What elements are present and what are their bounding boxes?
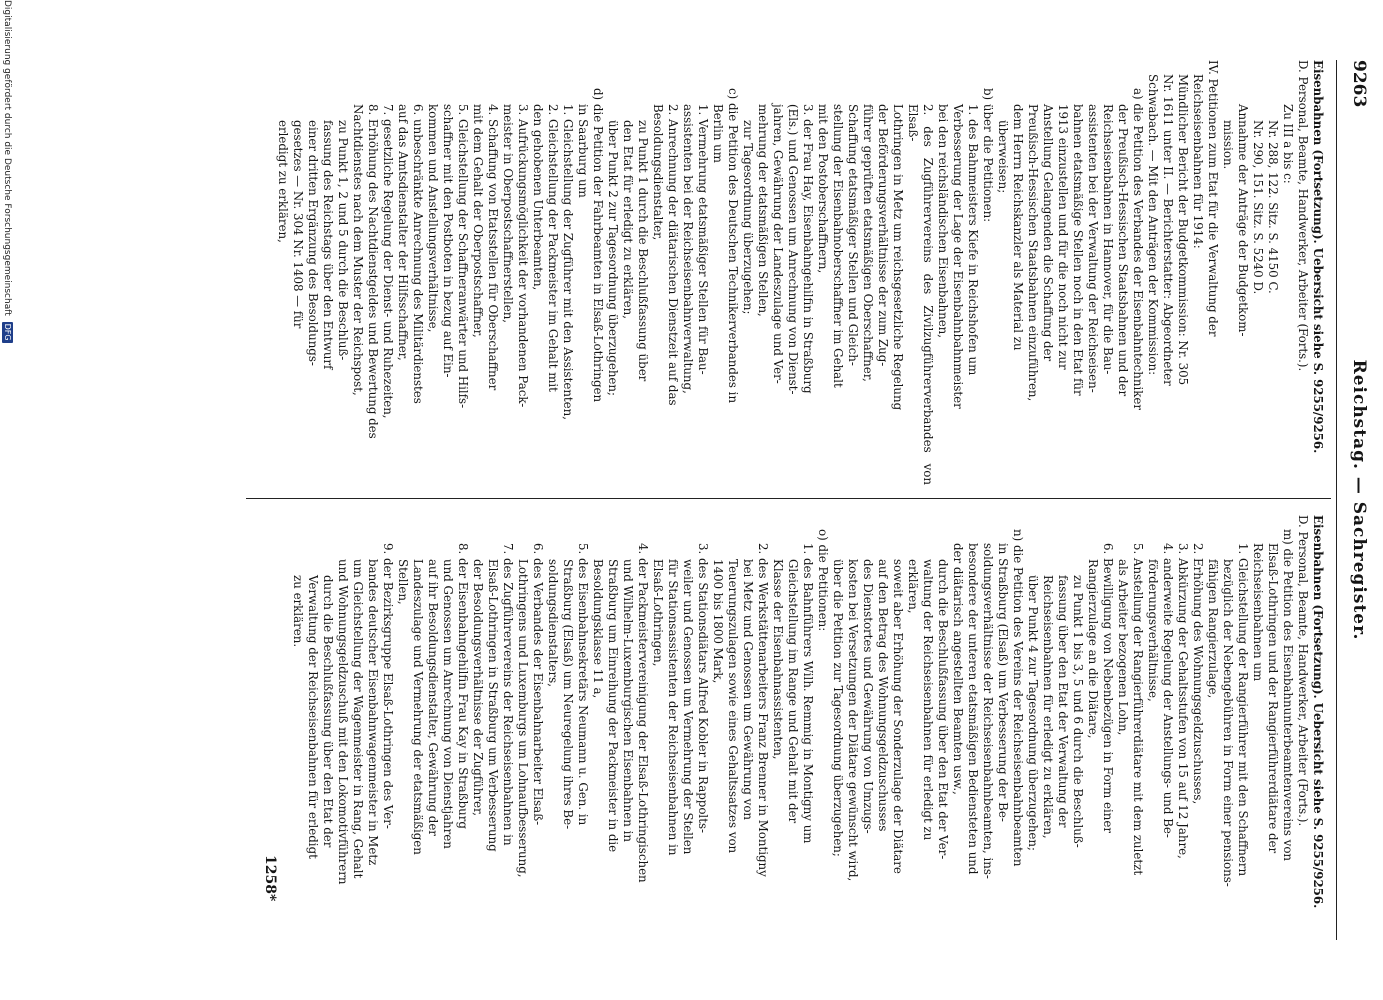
text-line: 5. des Eisenbahnsekretärs Neumann u. Gen. in [576,543,590,826]
text-line: 1. Vermehrung etatsmäßiger Stellen für Bau- [696,104,710,375]
text-line: waltung der Reichseisenbahnen für erledigt zu [921,559,935,841]
text-line: der Preußisch-Hessischen Staatsbahnen und der [1116,104,1130,397]
text-line: soldungsverhältnisse der Reichseisenbahnbeamten, ins- [981,543,995,879]
column-heading: Eisenbahnen (Fortsetzung). Uebersicht siehe S. 9255/9256. [1311,515,1325,909]
text-line: 2. Anrechnung der diätarischen Dienstzeit auf das [666,104,680,406]
text-line: 1. Gleichstellung der Zugführer mit den Assistenten, [561,104,575,420]
column-heading: Eisenbahnen (Fortsetzung). Uebersicht siehe S. 9255/9256. [1311,60,1325,454]
text-line: Lothringen in Metz um reichsgesetzliche Regelung [891,104,905,411]
text-line: als Arbeiter bezogenen Lohn, [1116,559,1130,736]
right-column [290,515,1325,945]
text-line: Reichseisenbahnen für erledigt zu erklären, [1041,575,1055,839]
text-line: Schwabach. — Mit den Anträgen der Kommission: [1146,74,1160,376]
text-line: Elsaß-Lothringen in Straßburg um Verbesserung [486,559,500,852]
text-line: Preußisch-Hessischen Staatsbahnen einzuführen, [1026,104,1040,402]
header-rule [1336,60,1337,940]
text-line: besondere der unteren etatsmäßigen Bediensteten und [966,543,980,875]
text-line: Nachtdienstes nach dem Muster der Reichspost, [351,104,365,396]
text-line: Verwaltung der Reichseisenbahnen für erledigt [306,575,320,859]
text-line: durch die Beschlußfassung über den Etat der Ver- [936,559,950,860]
text-line: 5. Gleichstellung der Schaffneranwärter und Hilfs- [456,104,470,409]
text-line: Reichseisenbahnen für 1914: [1191,74,1205,249]
text-line: des Dienstortes und Gewährung von Umzugs- [861,559,875,834]
text-line: mission. [1221,120,1235,170]
text-line: Straßburg (Elsaß) um Neuregelung ihres Be- [561,559,575,830]
text-line: 3. Abkürzung der Gehaltsstufen von 15 auf 12 Jahre, [1176,543,1190,859]
text-line: Teuerungszulagen sowie eines Gehaltssatzes von [726,559,740,854]
column-divider [246,498,1331,499]
text-line: bezüglich der Nebengebühren in Form einer pensions- [1221,559,1235,887]
text-line: 8. Erhöhung des Nachtdienstgeldes und Bewertung des [366,104,380,439]
text-line: der Beförderungsverhältnisse der zum Zug- [876,104,890,367]
text-line: bei den reichsländischen Eisenbahnen, [936,104,950,339]
running-header [1337,60,1375,940]
text-line: weiler und Genossen um Vermehrung der Stellen [681,559,695,855]
text-line: m) die Petition des Eisenbahnunterbeamtenvereins von [1281,529,1295,862]
text-line: Klasse der Eisenbahnassistenten, [771,559,785,760]
text-line: IV. Petitionen zum Etat für die Verwaltung der [1206,60,1220,337]
text-line: 3. der Frau Hay, Eisenbahngehilfin in Straßburg [801,104,815,394]
text-line: mit den Postoberschaffnern, [816,104,830,274]
text-line: erklären, [906,559,920,614]
text-line: über Punkt 2 zur Tagesordnung überzugehen; [606,120,620,396]
text-line: zur Tagesordnung überzugehen; [741,120,755,315]
text-line: 9. der Bezirksgruppe Elsaß-Lothringen des Ver- [381,543,395,829]
column-subheading: D. Personal, Beamte, Handwerker, Arbeiter (Forts.). [1296,515,1310,827]
text-line: überweisen; [996,120,1010,194]
text-line: Besoldungsdienstalter, [651,104,665,241]
text-line: auf ihr Besoldungsdienstalter, Gewährung der [426,559,440,836]
text-line: förderungsverhältnisse, [1146,559,1160,702]
text-line: kosten bei Versetzungen der Diätare gewünscht wird, [846,559,860,882]
text-line: 1. des Bahnführers Wilh. Remmig in Montigny um [801,543,815,844]
text-line: Lothringens und Luxemburgs um Lohnaufbesserung, [516,559,530,878]
text-line: Zu III a bis c: [1281,104,1295,184]
text-line: bahnen etatsmäßige Stellen noch in den Etat für [1071,104,1085,396]
text-line: Anstellung Gelangenden die Schaffung der [1041,104,1055,362]
text-line: Rangierzulage an die Diätare, [1086,559,1100,739]
text-line: jahren, Gewährung der Landeszulage und Ver- [771,104,785,384]
text-line: Elsaß-Lothringen und der Rangierführerdiätare der [1266,543,1280,854]
text-line: Gleichstellung im Range und Gehalt mit der [786,559,800,824]
text-line: Reichseisenbahnen um [1251,543,1265,682]
text-line: der diätarisch angestellten Beamten usw., [951,543,965,795]
text-line: kommen und Anstellungsverhältnisse, [426,104,440,333]
text-line: Besoldungsklasse 11 a, [591,559,605,699]
text-line: 2. des Werkstättenarbeiters Franz Brenner in Montigny [756,543,770,877]
text-line: 2. Gleichstellung der Packmeister im Gehalt mit [546,104,560,392]
text-line: zu erklären. [291,575,305,648]
text-line: auf das Amtsdienstalter der Hilfsschaffner, [396,104,410,361]
text-line: zu Punkt 1, 2 und 5 durch die Beschluß- [336,120,350,361]
text-line: 4. der Packmeistervereinigung der Elsaß-Lothringischen [636,543,650,883]
text-line: über Punkt 4 zur Tagesordnung überzugehen; [1026,575,1040,851]
text-line: 1. Gleichstellung der Rangierführer mit den Schaffnern [1236,543,1250,877]
text-line: 6. des Verbandes der Eisenbahnarbeiter Elsaß- [531,543,545,826]
text-line: den Etat für erledigt zu erklären, [621,120,635,319]
left-text-block [275,60,1295,485]
text-line: und Genossen um Anrechnung von Dienstjahren [441,559,455,849]
text-line: zu Punkt 1 durch die Beschlußfassung über [636,120,650,382]
text-line: bei Metz und Genossen um Gewährung von [741,559,755,821]
text-line: einer dritten Ergänzung des Besoldungs- [306,120,320,366]
dfg-logo: DFG [3,323,12,341]
text-line: 2. des Zugführervereins des Zivilzugführerverbandes von Elsaß- [906,104,935,485]
text-line: erledigt zu erklären, [276,120,290,243]
text-line: (Els.) und Genossen um Anrechnung von Dienst- [786,104,800,395]
text-line: und Wohnungsgeldzuschuß mit den Lokomotivführern [336,559,350,885]
text-line: fassung über den Etat der Verwaltung der [1056,575,1070,828]
page-number: 9263 [1349,60,1369,108]
text-line: stellung der Eisenbahnoberschaffner im Gehalt [831,104,845,388]
text-line: Mündlicher Bericht der Budgetkommission: Nr. 305 [1176,74,1190,386]
text-line: soweit aber Erhöhung der Sonderzulage der Diätare [891,559,905,874]
credit-text: Digitalisierung gefördert durch die Deutsche Forschungsgemeinschaft [2,0,12,316]
text-line: bandes deutscher Eisenbahnwagenmeister in Metz [366,559,380,866]
text-line: Reichseisenbahnen in Hannover, für die Bau- [1101,104,1115,375]
text-line: Annahme der Anträge der Budgetkom- [1236,104,1250,337]
text-line: zu Punkt 1 bis 3, 5 und 6 durch die Beschluß- [1071,575,1085,848]
text-line: Verbesserung der Lage der Eisenbahnbahnmeister [951,104,965,409]
text-line: und Wilhelm-Luxemburgischen Eisenbahnen in [621,559,635,842]
text-line: 5. Anstellung der Rangierführerdiätare mit dem zuletzt [1131,543,1145,876]
column-subheading: D. Personal, Beamte, Handwerker, Arbeiter (Forts.). [1296,60,1310,372]
text-line: 3. Aufrückungsmöglichkeit der vorhandenen Pack- [516,104,530,408]
right-text-block [290,515,1295,945]
text-line: über die Petition zur Tagesordnung überzugehen; [831,559,845,857]
running-title: Reichstag. — Sachregister. [1349,359,1369,641]
text-line: fähigen Rangierzulage, [1206,559,1220,699]
text-line: mit dem Gehalt der Oberpostschaffner, [471,104,485,338]
text-line: gesetzes — Nr. 304 Nr. 1408 — für [291,120,305,329]
text-line: a) die Petition des Verbandes der Eisenbahntechniker [1131,88,1145,411]
text-line: 2. Erhöhung des Wohnungsgeldzuschusses, [1191,543,1205,805]
text-line: Berlin um [711,104,725,163]
text-line: um Gleichstellung der Wagenmeister in Rang, Gehalt [351,559,365,879]
text-line: 1400 bis 1800 Mark, [711,559,725,684]
text-line: durch die Beschlußfassung über den Etat der [321,575,335,848]
text-line: 3. des Stationsdiätars Alfred Kobler in Rappolts- [696,543,710,833]
text-line: Nr. 1611 unter II. — Berichterstatter: Abgeordneter [1161,74,1175,386]
text-line: meister in Oberpostschaffnerstellen, [501,104,515,324]
text-line: 6. unbeschränkte Anrechnung des Militärdienstes [411,104,425,404]
text-line: assistenten bei der Reichseisenbahnverwaltung, [681,104,695,394]
text-line: c) die Petition des Deutschen Technikerverbandes in [726,88,740,404]
text-line: 4. anderweite Regelung der Anstellungs- und Be- [1161,543,1175,838]
text-line: Nr. 288, 122. Sitz. S. 4150 C. [1266,120,1280,294]
text-line: mehrung der etatsmäßigen Stellen, [756,104,770,317]
text-line: 6. Bewilligung von Nebenbezügen in Form einer [1101,543,1115,833]
text-line: 7. gesetzliche Regelung der Dienst- und Ruhezeiten, [381,104,395,419]
text-line: den gehobenen Unterbeamten, [531,104,545,291]
page-mark: 1258* [262,855,278,902]
digitization-credit [1,0,13,1000]
text-line: Stellen, [396,559,410,605]
text-line: d) die Petition der Fahrbeamten in Elsaß-Lothringen [591,88,605,403]
text-line: assistenten bei der Verwaltung der Reichseisen- [1086,104,1100,393]
text-line: 1. des Bahnmeisters Kiefe in Reichshofen um [966,104,980,376]
text-line: in Straßburg (Elsaß) um Verbesserung der Be- [996,543,1010,822]
text-line: führer geprüften etatsmäßigen Oberschaffner, [861,104,875,382]
text-line: Straßburg um Einreihung der Packmeister in die [606,559,620,853]
text-line: Schaffung etatsmäßiger Stellen und Gleich- [846,104,860,366]
text-line: für Stationsassistenten der Reichseisenbahnen in [666,559,680,856]
text-line: 7. des Zugführervereins der Reichseisenbahnen in [501,543,515,846]
text-line: b) über die Petitionen: [981,88,995,223]
text-line: in Saarburg um [576,104,590,198]
text-line: 1913 einzustellen und für die noch nicht zur [1056,104,1070,370]
text-line: dem Herrn Reichskanzler als Material zu [1011,104,1025,351]
text-line: 4. Schaffung von Etatsstellen für Oberschaffner [486,104,500,391]
text-line: schaffner mit den Postboten in bezug auf Ein- [441,104,455,378]
text-line: Nr. 290, 151. Sitz. S. 5240 D. [1251,120,1265,295]
text-line: 8. der Eisenbahngehilfin Frau Kay in Straßburg [456,543,470,829]
text-line: auf den Betrag des Wohnungsgeldzuschusses [876,559,890,832]
text-line: Elsaß-Lothringen, [651,559,665,667]
left-column [275,60,1325,485]
text-line: fassung des Reichstags über den Entwurf [321,120,335,370]
text-line: Landeszulage und Vermehrung der etatsmäßigen [411,559,425,855]
text-line: der Besoldungsverhältnisse der Zugführer, [471,559,485,817]
text-line: soldungsdienstalters, [546,559,560,687]
text-line: n) die Petition des Vereins der Reichseisenbahnbeamten [1011,529,1025,867]
text-line: o) die Petitionen: [816,529,830,632]
